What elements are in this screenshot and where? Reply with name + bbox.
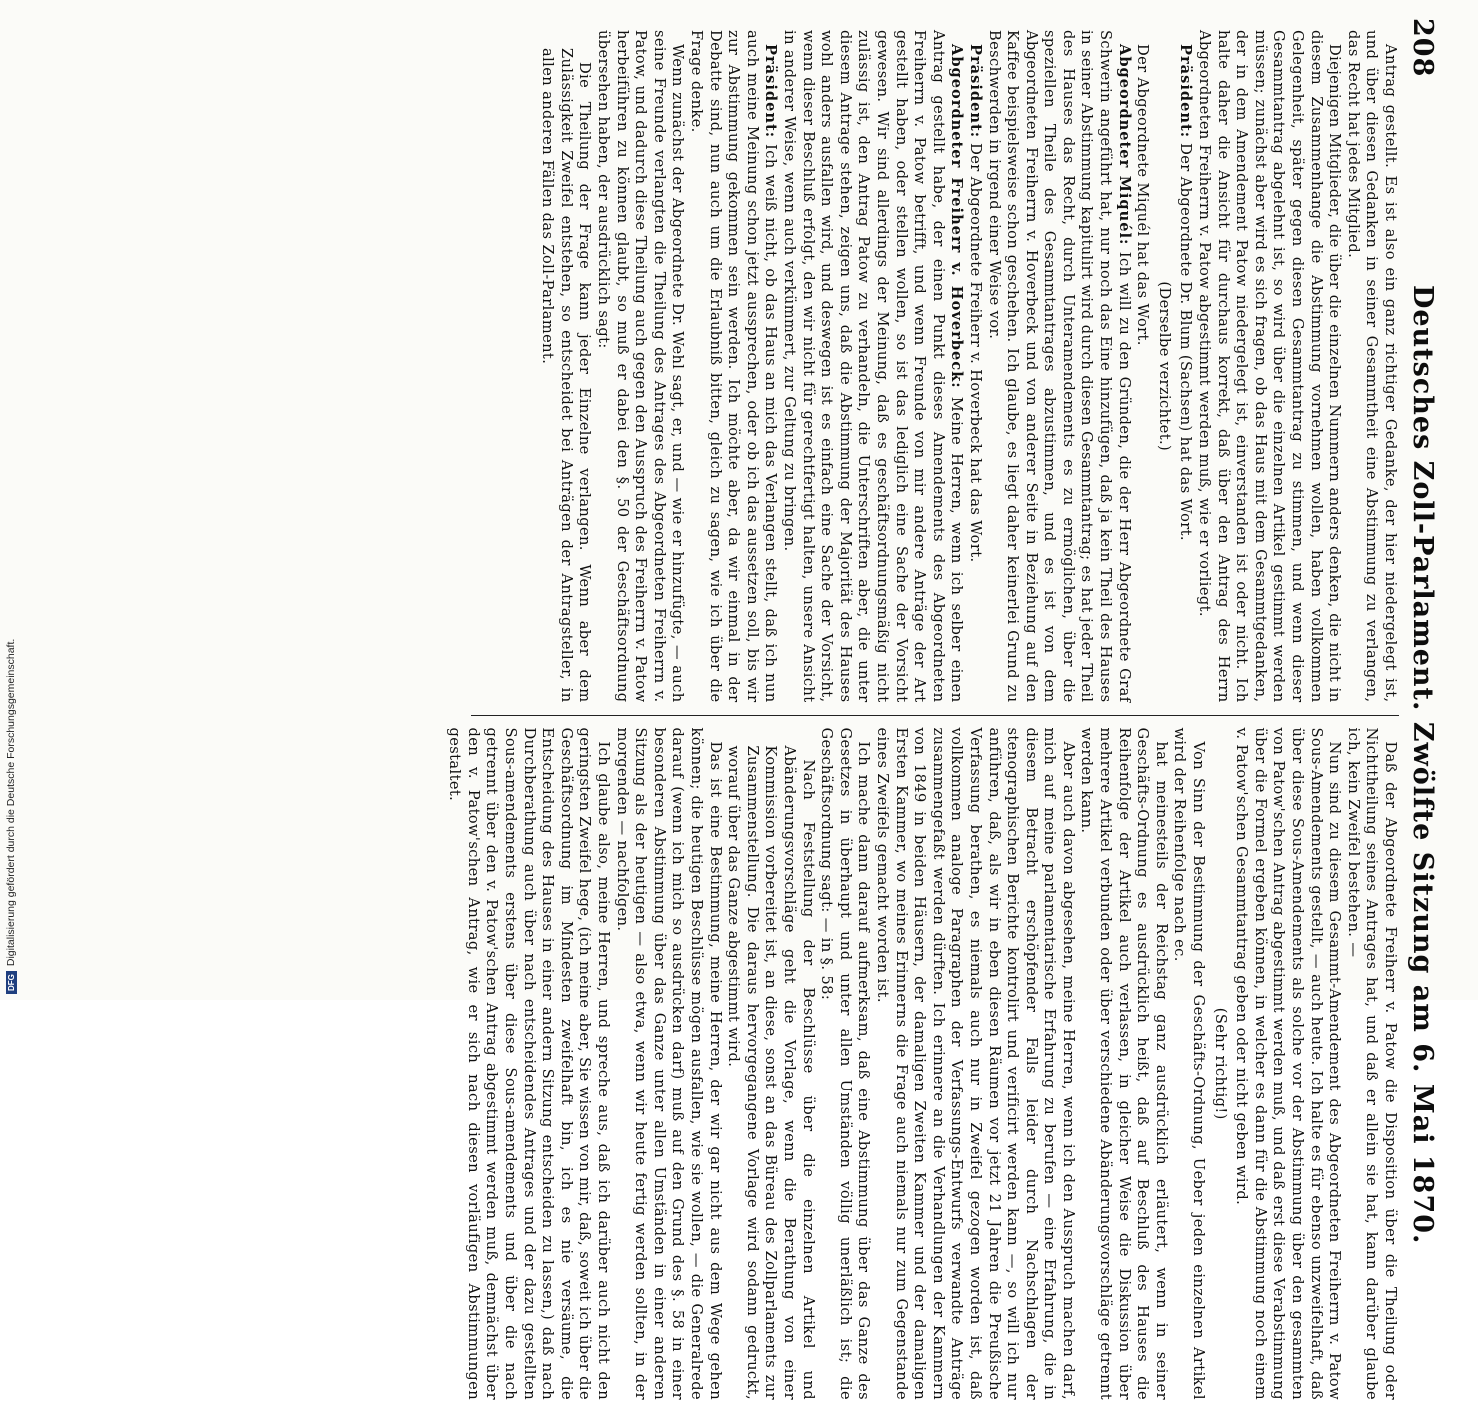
speech-text: Ich weiß nicht, ob das Haus an mich das Verlangen stellt, daß ich nun auch meine Meinung schon jetzt aussprechen, oder ob ich das aussetzen soll, bis wir zur Abstimmung gekommen sein werden. Ich möchte aber, da wir einmal in der Debatte sind, nun auch um die Erlaubniß bitten, gleich zu sagen, wie ich über die Frage denke.	[688, 30, 780, 703]
text-columns	[446, 18, 1399, 1412]
paragraph: Wenn zunächst der Abgeordnete Dr. Wehl sagt, er, und — wie er hinzufügte, — auch seine Freunde verlangten die Theilung des Antrages des Abgeordneten Freiherrn v. Patow, und dadurch diese Theilung auch gegen den Ausspruch des Freiherrn v. Patow herbeiführen zu können glaubt, so muß er dabei den §. 50 der Geschäftsordnung übersehen haben, der ausdrücklich sagt:	[595, 30, 687, 703]
speech-paragraph	[686, 30, 779, 703]
speech-paragraph	[965, 30, 984, 703]
page-number: 208	[1407, 18, 1439, 78]
speech-paragraph	[984, 30, 1133, 703]
dfg-logo: DFG	[6, 971, 17, 994]
speech-text: Der Abgeordnete Dr. Blum (Sachsen) hat das Wort.	[1177, 138, 1195, 541]
paragraph: Aber auch davon abgesehen, meine Herren, wenn ich den Ausspruch machen darf, mich auf meine parlamentarische Erfahrung zu berufen — eine Erfahrung, die in diesem Betracht erschöpfender Falls leider durch Nachschlagen der stenographischen Berichte kontrolirt und verificirt werden kann —, so will ich nur anführen, daß, als wir in eben diesen Räumen vor jetzt 21 Jahren die Preußische Verfassung berathen, es niemals auch nur in Zweifel gezogen worden ist, daß vollkommen analoge Paragraphen der Verfassungs-Entwurfs verwandte Anträge zusammengefaßt werden dürften. Ich erinnere an die Verhandlungen der Kammern von 1849 in beiden Häusern, der damaligen Zweiten Kammer und der damaligen Ersten Kammer, wo meines Erinnerns die Frage auch niemals nur zum Gegenstande eines Zweifels gemacht worden ist.	[873, 727, 1077, 1400]
footer-credit-text: Digitalisierung gefördert durch die Deutsche Forschungsgemeinschaft.	[5, 638, 17, 967]
interjection: (Sehr richtig!)	[1211, 1007, 1229, 1120]
right-column	[446, 716, 1399, 1413]
speaker-name: Abgeordneter Miquél:	[1115, 44, 1133, 246]
left-column	[471, 18, 1399, 716]
footer-credit	[5, 639, 17, 994]
running-head	[1405, 18, 1441, 1412]
rotated-page	[28, 10, 1439, 1420]
paragraph: Daß der Abgeordnete Freiherr v. Patow die Disposition über die Theilung oder Nichttheilung seines Antrages hat, und daß er allein sie hat, kann darüber glaube ich, kein Zweifel bestehen. —	[1344, 727, 1399, 1400]
paragraph: Von Sinn der Bestimmung der Geschäfts-Ordnung, Ueber jeden einzelnen Artikel wird der Reihenfolge nach ec.	[1171, 727, 1208, 1400]
speech-paragraph	[779, 30, 965, 703]
speaker-name: Präsident:	[762, 44, 780, 139]
speaker-name: Abgeordneter Freiherr v. Hoverbeck:	[948, 44, 966, 389]
page-content	[446, 10, 1443, 1420]
speech-text: Ich will zu den Gründen, die der Herr Abgeordnete Graf Schwerin angeführt hat, nur noch das Eine hinzufügen, daß ja kein Theil des Hauses in seiner Abstimmung kapitulirt wird durch diesen Gesammtantrag; es hat jeder Theil des Hauses das Recht, durch Unteramendements es zu ermöglichen, über die speziellen Theile des Gesammtantrages abzustimmen, und es ist von dem Abgeordneten Freiherrn v. Hoverbeck und von anderer Seite in Beziehung auf den Kaffee beispielsweise schon geschehen. Ich glaube, es liegt daher keinerlei Grund zu Beschwerden in irgend einer Weise vor.	[985, 30, 1133, 703]
paragraph: Nun sind zu diesem Gesammt-Amendement des Abgeordneten Freiherrn v. Patow Sous-Amendements gestellt, — auch heute. Ich halte es für ebenso unzweifelhaft, daß über diese Sous-Amendements als solche vor der Abstimmung über den gesammten von Patow'schen Antrag abgestimmt werden muß, und daß erst diese Verabstimmung über die Formel ergeben können, in welcher es dann für die Abstimmung noch einem v. Patow'schen Gesammtantrag geben oder nicht geben wird.	[1233, 727, 1344, 1400]
speech-text: Der Abgeordnete Freiherr v. Hoverbeck hat das Wort.	[966, 138, 984, 563]
paragraph: Antrag gestellt. Es ist also ein ganz richtiger Gedanke, der hier niedergelegt ist, und über diesen Gedanken in seiner Gesammtheit eine Abstimmung zu verlangen, das Recht hat jedes Mitglied.	[1344, 30, 1399, 703]
speaker-name: Präsident:	[1177, 44, 1195, 139]
paragraph: Diejenigen Mitglieder, die über die einzelnen Nummern anders denken, die nicht in diesem Zusammenhange die Abstimmung vornehmen wollen, haben vollkommen Gelegenheit, später gegen diesen Gesammtantrag zu stimmen, und wenn dieser Gesammtantrag abgelehnt ist, so wird über die einzelnen Artikel gestimmt werden müssen; zunächst aber wird es sich fragen, ob das Haus mit dem Gesammtgedanken, der in dem Amendement Patow niedergelegt ist, einverstanden ist oder nicht. Ich halte daher die Ansicht für durchaus korrekt, daß über den Antrag des Herrn Abgeordneten Freiherrn v. Patow abgestimmt werden muß, wie er vorliegt.	[1196, 30, 1344, 703]
paragraph: Der Abgeordnete Miquél hat das Wort.	[1134, 44, 1152, 346]
speech-text: Meine Herren, wenn ich selber einen Antrag gestellt habe, der einen Punkt dieses Amendements des Abgeordneten Freiherrn v. Patow betrifft, und wenn Freunde von mir andere Anträge der Art gestellt haben, oder stellen wollen, so ist das lediglich eine Sache der Vorsicht gewesen. Wir sind allerdings der Meinung, daß es geschäftsordnungsmäßig nicht zulässig ist, den Antrag Patow zu verhandeln, die Unterschriften aber, die unter diesem Antrage stehen, zeigen uns, daß die Abstimmung der Majorität des Hauses wohl anders ausfallen wird, und deswegen ist es einfach eine Sache der Vorsicht, wenn dieser Beschluß erfolgt, den wir nicht für gerechtfertigt halten, unsere Ansicht in anderer Weise, wenn auch verkümmert, zur Geltung zu bringen.	[781, 30, 966, 703]
interjection: (Derselbe verzichtet.)	[1155, 281, 1173, 452]
quoted-rule: Nach Feststellung der Beschlüsse über die einzelnen Artikel und Abänderungsvorschläge geht die Vorlage, wenn die Berathung von einer Kommission vorbereitet ist, an diese, sonst an das Büreau des Zollparlaments zur Zusammenstellung. Die daraus hervorgegangene Vorlage wird sodann gedruckt, worauf über das Ganze abgestimmt wird.	[725, 745, 817, 1400]
paragraph: Ich mache dann darauf aufmerksam, daß eine Abstimmung über das Ganze des Gesetzes in überhaupt und unter allen Umständen völlig unerläßlich ist; die Geschäftsordnung sagt: — in §. 58:	[818, 727, 873, 1400]
paragraph: Das ist eine Bestimmung, meine Herren, der wir gar nicht aus dem Wege gehen können; die heutigen Beschlüsse mögen ausfallen, wie sie wollen, — die Generalrede darauf (wenn ich mich so ausdrücken darf) muß auf den Grund des §. 58 in einer besonderen Abstimmung über das Ganze unter allen Umständen in einer anderen Sitzung als der heutigen — also etwa, wenn wir heute fertig werden sollten, in der morgenden — nachfolgen.	[613, 727, 724, 1400]
speaker-name: Präsident:	[966, 44, 984, 139]
paragraph: Ich glaube also, meine Herren, und spreche aus, daß ich darüber auch nicht den geringsten Zweifel hege, (ich meine aber, Sie wissen von mir, daß, soweit ich über die Geschäftsordnung im Mindesten zweifelhaft bin, ich es nie versäume, die Entscheidung des Hauses in einer andern Sitzung entscheiden zu lassen,) daß nach Durchberathung auch über nach entscheidendes Antrages und der dazu gestellten Sous-amendements erstens über diese Sous-amendements und über die nach getrennt über den v. Patow'schen Antrag abgestimmt werden muß, demnächst über den v. Patow'schen Antrag, wie er sich nach diesen vorläufigen Abstimmungen gestaltet.	[446, 727, 613, 1400]
paragraph: hat meinesteils der Reichstag ganz ausdrücklich erläutert, wenn in seiner Geschäfts-Ordnung es ausdrücklich heißt, daß auf Beschluß des Hauses die Reihenfolge der Artikel auch verlassen, in gleicher Weise die Diskussion über mehrere Artikel verbunden oder über verschiedene Abänderungsvorschläge getrennt werden kann.	[1078, 727, 1170, 1400]
running-title: Deutsches Zoll-Parlament. Zwölfte Sitzung am 6. Mai 1870.	[1407, 284, 1439, 1245]
quoted-rule: Die Theilung der Frage kann jeder Einzelne verlangen. Wenn aber dem Zulässigkeit Zweifel entstehen, so entscheidet bei Anträgen der Antragsteller, in allen anderen Fällen das Zoll-Parlament.	[539, 48, 594, 703]
footer	[2, 4, 18, 994]
speech-paragraph	[1176, 30, 1195, 703]
